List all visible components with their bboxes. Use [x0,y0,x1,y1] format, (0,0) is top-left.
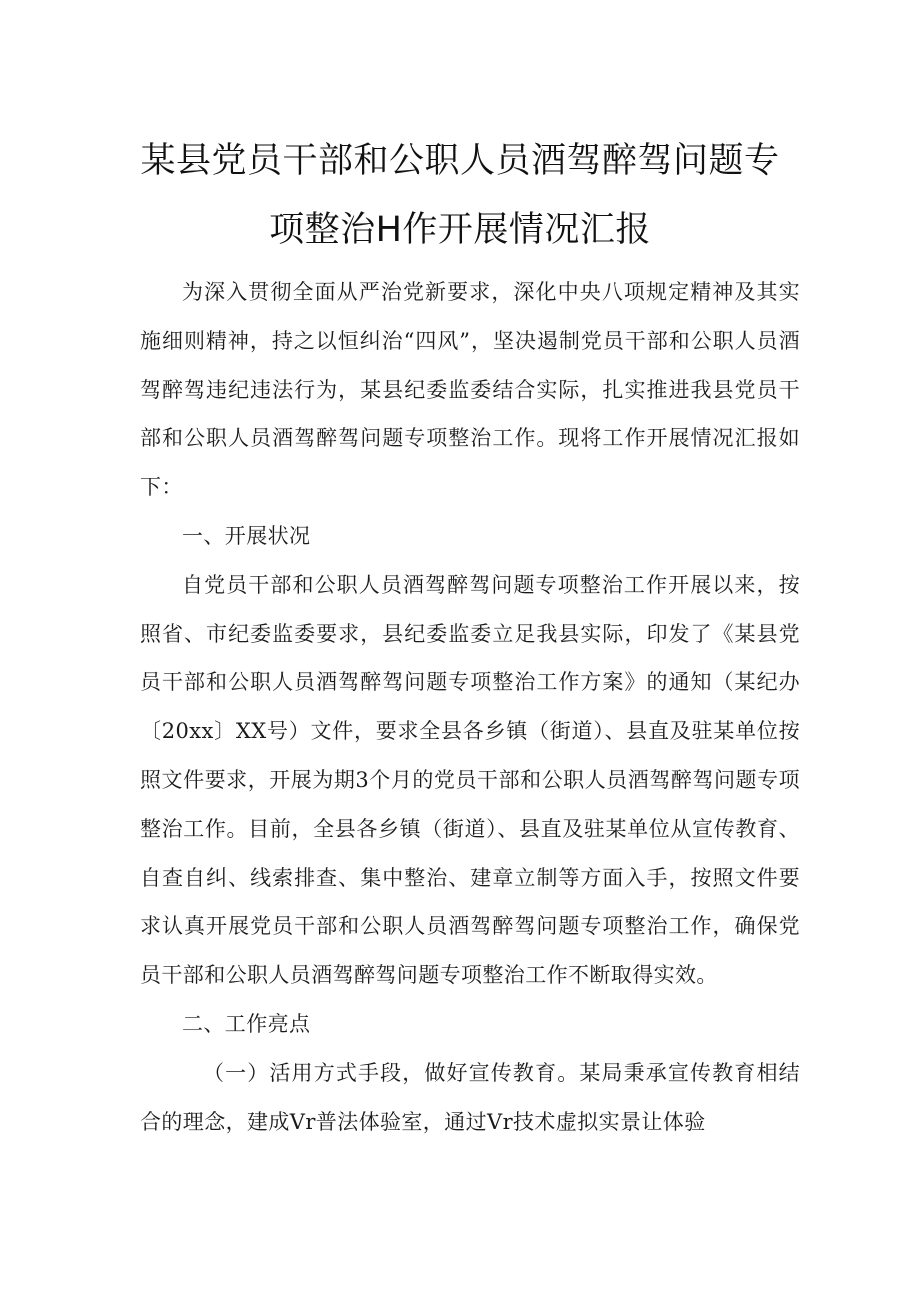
section-heading-2: 二、工作亮点 [182,1011,311,1036]
section-heading-1: 一、开展状况 [182,523,311,548]
document-title-line-1: 某县党员干部和公职人员酒驾醉驾问题专 [140,141,780,181]
section-1-paragraph: 自党员干部和公职人员酒驾醉驾问题专项整治工作开展以来，按照省、市纪委监委要求，县纪委监委立足我县实际，印发了《某县党员干部和公职人员酒驾醉驾问题专项整治工作方案》的通知（某纪办〔20xx〕XX号）文件，要求全县各乡镇（街道）、县直及驻某单位按照文件要求，开展为期3个月的党员干部和公职人员酒驾醉驾问题专项整治工作。目前，全县各乡镇（街道）、县直及驻某单位从宣传教育、自查自纠、线索排查、集中整治、建章立制等方面入手，按照文件要求认真开展党员干部和公职人员酒驾醉驾问题专项整治工作，确保党员干部和公职人员酒驾醉驾问题专项整治工作不断取得实效。 [140,572,800,988]
document-title-line-2: 项整治H作开展情况汇报 [269,210,651,250]
intro-paragraph: 为深入贯彻全面从严治党新要求，深化中央八项规定精神及其实施细则精神，持之以恒纠治“四风”，坚决遏制党员干部和公职人员酒驾醉驾违纪违法行为，某县纪委监委结合实际，扎实推进我县党员干部和公职人员酒驾醉驾问题专项整治工作。现将工作开展情况汇报如下： [140,280,800,500]
document-body [140,268,800,1146]
section-2-paragraph: （一）活用方式手段，做好宣传教育。某局秉承宣传教育相结合的理念，建成Vr普法体验室，通过Vr技术虚拟实景让体验 [140,1060,800,1134]
